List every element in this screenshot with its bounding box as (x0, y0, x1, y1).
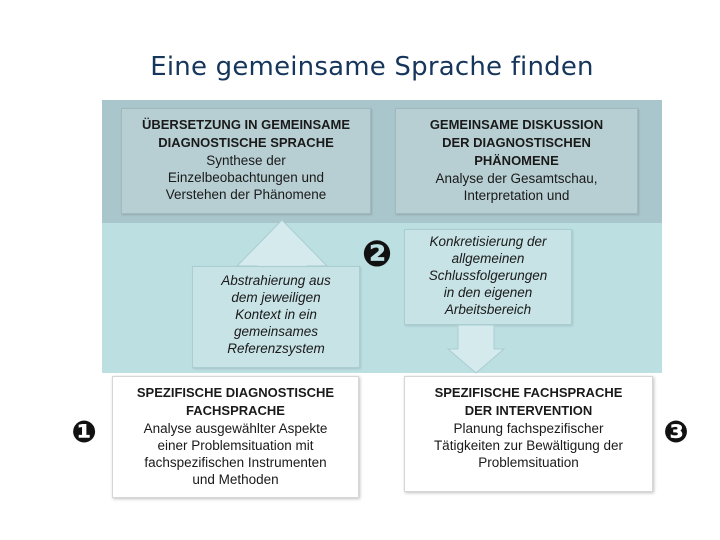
box-heading: GEMEINSAME DISKUSSION DER DIAGNOSTISCHEN PHÄNOMENE (429, 117, 604, 168)
box-text: Planung fachspezifischer Tätigkeiten zur Bewältigung der Problemsituation (433, 421, 624, 470)
box-text: Synthese der Einzelbeobachtungen und Verstehen der Phänomene (165, 153, 327, 202)
box-abstraction: Abstrahierung aus dem jeweiligen Kontext in ein gemeinsames Referenzsystem (192, 266, 360, 368)
box-heading: ÜBERSETZUNG IN GEMEINSAME DIAGNOSTISCHE SPRACHE (141, 117, 350, 150)
box-text: Analyse der Gesamtschau, Interpretation und (435, 171, 598, 203)
box-heading: SPEZIFISCHE FACHSPRACHE DER INTERVENTION (434, 385, 623, 418)
slide-title: Eine gemeinsame Sprache finden (150, 52, 594, 82)
box-concretization: Konkretisierung der allgemeinen Schlussfolgerungen in den eigenen Arbeitsbereich (404, 229, 572, 325)
box-heading: SPEZIFISCHE DIAGNOSTISCHE FACHSPRACHE (136, 385, 335, 418)
marker-two: ❷ (361, 234, 393, 275)
down-arrow (446, 325, 506, 375)
box-specific-diagnostic-language (112, 376, 359, 498)
box-common-discussion (395, 108, 638, 214)
up-arrow (232, 218, 332, 268)
marker-one: ❶ (71, 415, 97, 450)
box-text: Analyse ausgewählter Aspekte einer Problemsituation mit fachspezifischen Instrumenten und Methoden (143, 421, 328, 487)
box-translation-common-language (121, 108, 371, 214)
box-specific-intervention-language (404, 376, 653, 492)
marker-three: ❸ (663, 415, 689, 450)
